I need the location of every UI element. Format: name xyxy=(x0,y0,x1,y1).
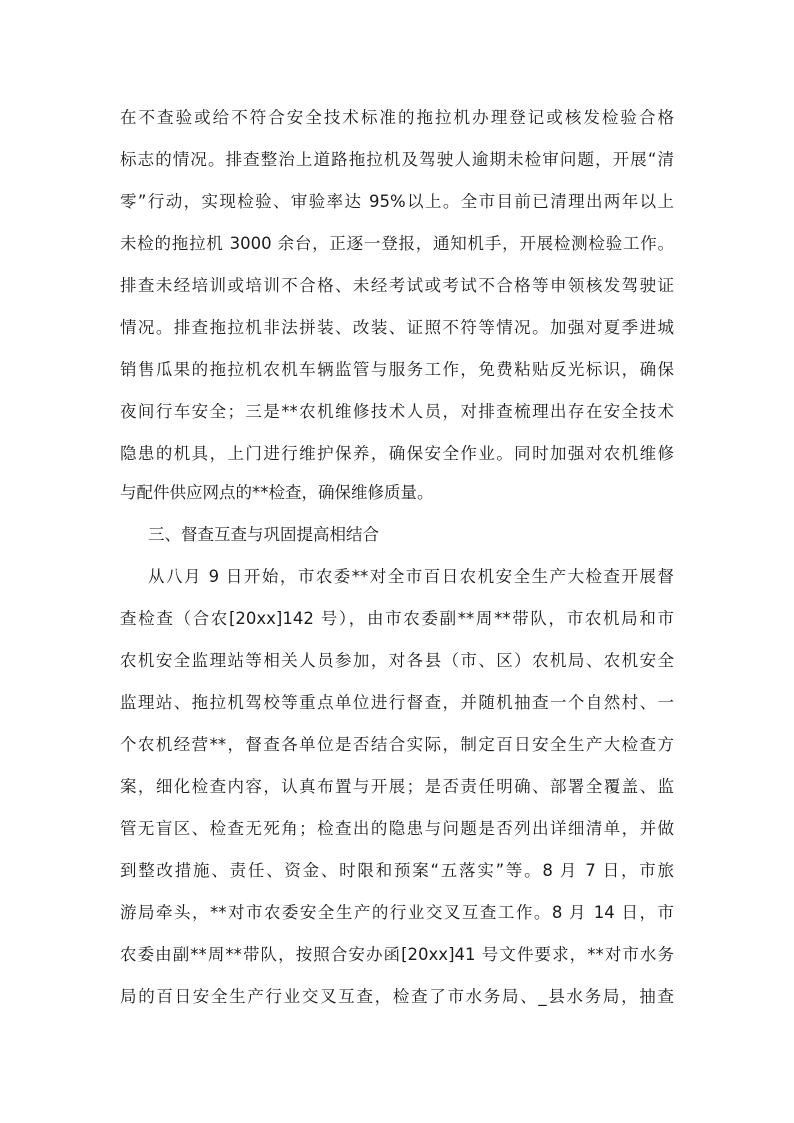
text-line: 零”行动，实现检验、审验率达 95%以上。全市目前已清理出两年以上 xyxy=(120,192,674,211)
paragraph-end-line: 与配件供应网点的**检查，确保维修质量。 xyxy=(120,483,434,502)
text-line: 管无盲区、检查无死角；检查出的隐患与问题是否列出详细清单，并做 xyxy=(120,819,674,838)
text-line: 农委由副**周**带队，按照合安办函[20xx]41 号文件要求，**对市水务 xyxy=(120,945,674,964)
text-line: 未检的拖拉机 3000 余台，正逐一登报，通知机手，开展检测检验工作。 xyxy=(120,234,674,253)
text-line: 游局牵头，**对市农委安全生产的行业交叉互查工作。8 月 14 日，市 xyxy=(120,903,674,922)
text-line: 农机安全监理站等相关人员参加，对各县（市、区）农机局、农机安全 xyxy=(120,651,674,670)
text-line: 在不查验或给不符合安全技术标准的拖拉机办理登记或核发检验合格 xyxy=(120,108,674,127)
paragraph-first-line: 从八月 9 日开始，市农委**对全市百日农机安全生产大检查开展督 xyxy=(148,567,674,586)
text-line: 局的百日安全生产行业交叉互查，检查了市水务局、_县水务局，抽查 xyxy=(120,987,674,1006)
text-line: 情况。排查拖拉机非法拼装、改装、证照不符等情况。加强对夏季进城 xyxy=(120,318,674,337)
text-line: 销售瓜果的拖拉机农机车辆监管与服务工作，免费粘贴反光标识，确保 xyxy=(120,360,674,379)
text-line: 查检查（合农[20xx]142 号），由市农委副**周**带队，市农机局和市 xyxy=(120,609,674,628)
text-line: 标志的情况。排查整治上道路拖拉机及驾驶人逾期未检审问题，开展“清 xyxy=(120,150,674,169)
text-line: 排查未经培训或培训不合格、未经考试或考试不合格等申领核发驾驶证 xyxy=(120,276,674,295)
text-line: 监理站、拖拉机驾校等重点单位进行督查，并随机抽查一个自然村、一 xyxy=(120,693,674,712)
section-heading: 三、督查互查与巩固提高相结合 xyxy=(148,525,379,544)
text-line: 案，细化检查内容，认真布置与开展；是否责任明确、部署全覆盖、监 xyxy=(120,777,674,796)
text-line: 夜间行车安全；三是**农机维修技术人员，对排查梳理出存在安全技术 xyxy=(120,402,674,421)
text-line: 隐患的机具，上门进行维护保养，确保安全作业。同时加强对农机维修 xyxy=(120,444,674,463)
text-line: 到整改措施、责任、资金、时限和预案“五落实”等。8 月 7 日，市旅 xyxy=(120,861,674,880)
text-line: 个农机经营**，督查各单位是否结合实际，制定百日安全生产大检查方 xyxy=(120,735,674,754)
